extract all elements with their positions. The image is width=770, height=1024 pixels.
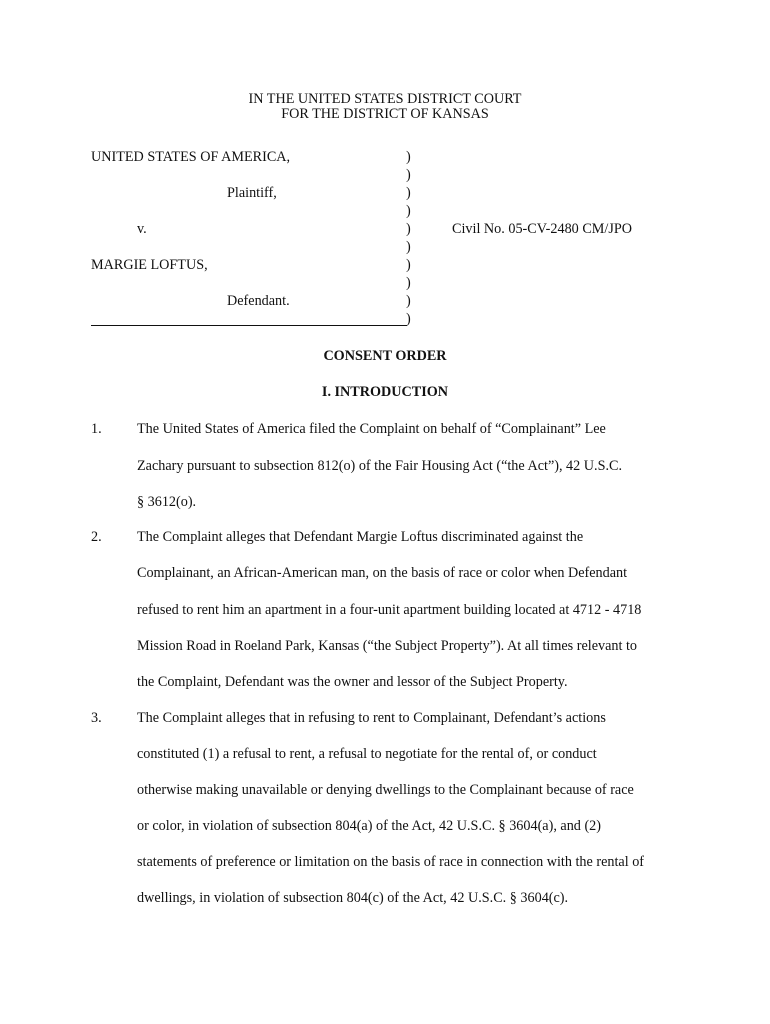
plaintiff-name: UNITED STATES OF AMERICA, — [91, 149, 291, 165]
paragraph-number: 1. — [91, 421, 102, 437]
paragraph-line: the Complaint, Defendant was the owner and lessor of the Subject Property. — [137, 674, 568, 690]
paragraph-line: Zachary pursuant to subsection 812(o) of the Fair Housing Act (“the Act”), 42 U.S.C. — [137, 458, 623, 474]
paragraph-line: The United States of America filed the Complaint on behalf of “Complainant” Lee — [137, 421, 606, 437]
caption-parenthesis: ) — [406, 149, 411, 165]
caption-parenthesis: ) — [406, 293, 411, 309]
paragraph-line: or color, in violation of subsection 804(a) of the Act, 42 U.S.C. § 3604(a), and (2) — [137, 818, 601, 834]
caption-parenthesis: ) — [406, 311, 411, 327]
case-number: Civil No. 05-CV-2480 CM/JPO — [452, 221, 633, 237]
paragraph-line: The Complaint alleges that in refusing to rent to Complainant, Defendant’s actions — [137, 710, 606, 726]
court-name-line-2: FOR THE DISTRICT OF KANSAS — [281, 106, 489, 122]
paragraph-line: Mission Road in Roeland Park, Kansas (“the Subject Property”). At all times relevant to — [137, 638, 638, 654]
paragraph-number: 3. — [91, 710, 102, 726]
caption-underline — [91, 325, 407, 326]
caption-parenthesis: ) — [406, 257, 411, 273]
paragraph-line: constituted (1) a refusal to rent, a refusal to negotiate for the rental of, or conduct — [137, 746, 597, 762]
defendant-role: Defendant. — [227, 293, 290, 309]
caption-parenthesis: ) — [406, 203, 411, 219]
section-heading: I. INTRODUCTION — [321, 384, 449, 400]
paragraph-line: Complainant, an African-American man, on the basis of race or color when Defendant — [137, 565, 628, 581]
caption-parenthesis: ) — [406, 185, 411, 201]
paragraph-line: dwellings, in violation of subsection 804(c) of the Act, 42 U.S.C. § 3604(c). — [137, 890, 569, 906]
document-title: CONSENT ORDER — [323, 348, 447, 364]
plaintiff-role: Plaintiff, — [227, 185, 277, 201]
paragraph-line: otherwise making unavailable or denying dwellings to the Complainant because of race — [137, 782, 634, 798]
paragraph-line: refused to rent him an apartment in a four-unit apartment building located at 4712 - 4718 — [137, 602, 642, 618]
caption-parenthesis: ) — [406, 275, 411, 291]
defendant-name: MARGIE LOFTUS, — [91, 257, 208, 273]
caption-parenthesis: ) — [406, 239, 411, 255]
caption-parenthesis: ) — [406, 221, 411, 237]
paragraph-line: § 3612(o). — [137, 494, 197, 510]
paragraph-line: The Complaint alleges that Defendant Margie Loftus discriminated against the — [137, 529, 584, 545]
paragraph-number: 2. — [91, 529, 102, 545]
court-name-line-1: IN THE UNITED STATES DISTRICT COURT — [248, 91, 522, 107]
caption-parenthesis: ) — [406, 167, 411, 183]
paragraph-line: statements of preference or limitation on the basis of race in connection with the rental of — [137, 854, 645, 870]
versus-label: v. — [137, 221, 147, 237]
